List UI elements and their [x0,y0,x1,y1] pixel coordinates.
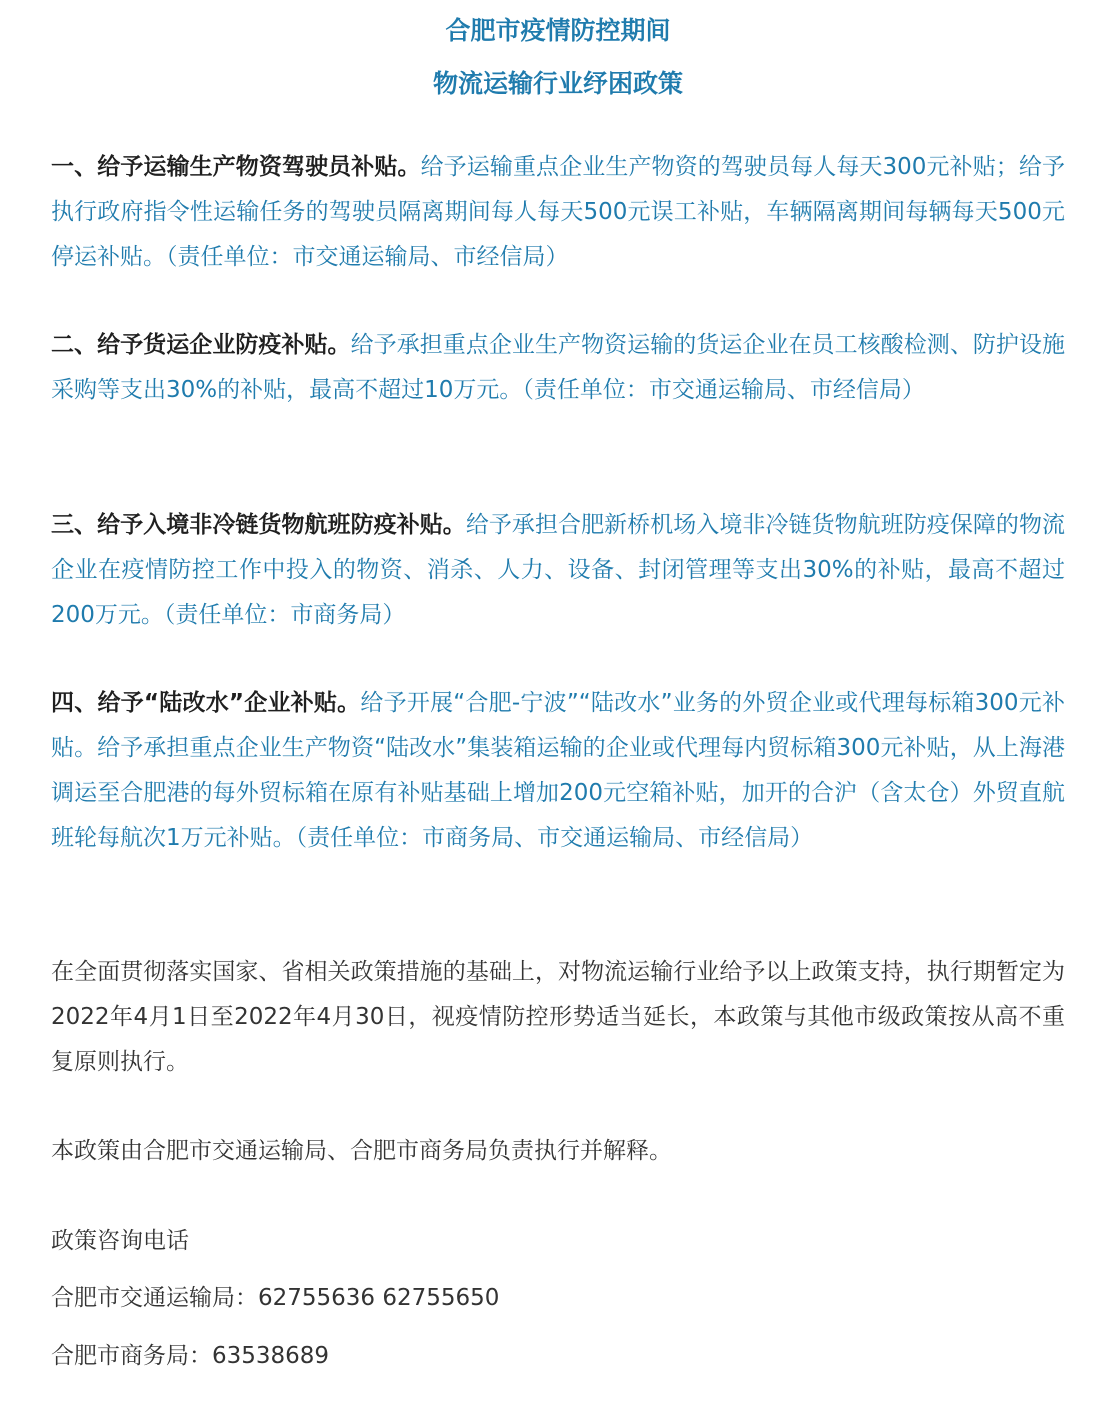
document-title-line1: 合肥市疫情防控期间 [445,16,671,45]
section-1-heading: 一、给予运输生产物资驾驶员补贴。 [51,154,421,180]
policy-section-2 [51,323,1065,413]
section-3-heading: 三、给予入境非冷链货物航班防疫补贴。 [51,512,466,538]
contact-transport-bureau: 合肥市交通运输局：62755636 62755650 [51,1285,500,1311]
policy-section-1 [51,145,1065,280]
policy-section-3 [51,503,1065,638]
document-title-line2: 物流运输行业纾困政策 [432,69,683,98]
interpretation-statement: 本政策由合肥市交通运输局、合肥市商务局负责执行并解释。 [51,1138,672,1164]
section-4-heading: 四、给予“陆改水”企业补贴。 [51,690,361,716]
section-1-body: 给予运输重点企业生产物资的驾驶员每人每天300元补贴；给予执行政府指令性运输任务的驾驶员隔离期间每人每天500元误工补贴，车辆隔离期间每辆每天500元停运补贴。（责任单位：市交通运输局、市经信局） [51,154,1065,270]
section-2-heading: 二、给予货运企业防疫补贴。 [51,332,351,358]
closing-paragraph: 在全面贯彻落实国家、省相关政策措施的基础上，对物流运输行业给予以上政策支持，执行期暂定为2022年4月1日至2022年4月30日，视疫情防控形势适当延长，本政策与其他市级政策按从高不重复原则执行。 [51,959,1065,1075]
section-2-body: 给予承担重点企业生产物资运输的货运企业在员工核酸检测、防护设施采购等支出30%的补贴，最高不超过10万元。（责任单位：市交通运输局、市经信局） [51,332,1066,403]
section-3-body: 给予承担合肥新桥机场入境非冷链货物航班防疫保障的物流企业在疫情防控工作中投入的物资、消杀、人力、设备、封闭管理等支出30%的补贴，最高不超过200万元。（责任单位：市商务局） [51,512,1066,628]
contact-commerce-bureau: 合肥市商务局：63538689 [51,1343,330,1369]
contact-heading: 政策咨询电话 [51,1228,189,1254]
policy-section-4 [51,681,1065,861]
section-4-body: 给予开展“合肥-宁波”“陆改水”业务的外贸企业或代理每标箱300元补贴。给予承担重点企业生产物资“陆改水”集装箱运输的企业或代理每内贸标箱300元补贴，从上海港调运至合肥港的每外贸标箱在原有补贴基础上增加200元空箱补贴，加开的合沪（含太仓）外贸直航班轮每航次1万元补贴。（责任单位：市商务局、市交通运输局、市经信局） [51,690,1065,851]
